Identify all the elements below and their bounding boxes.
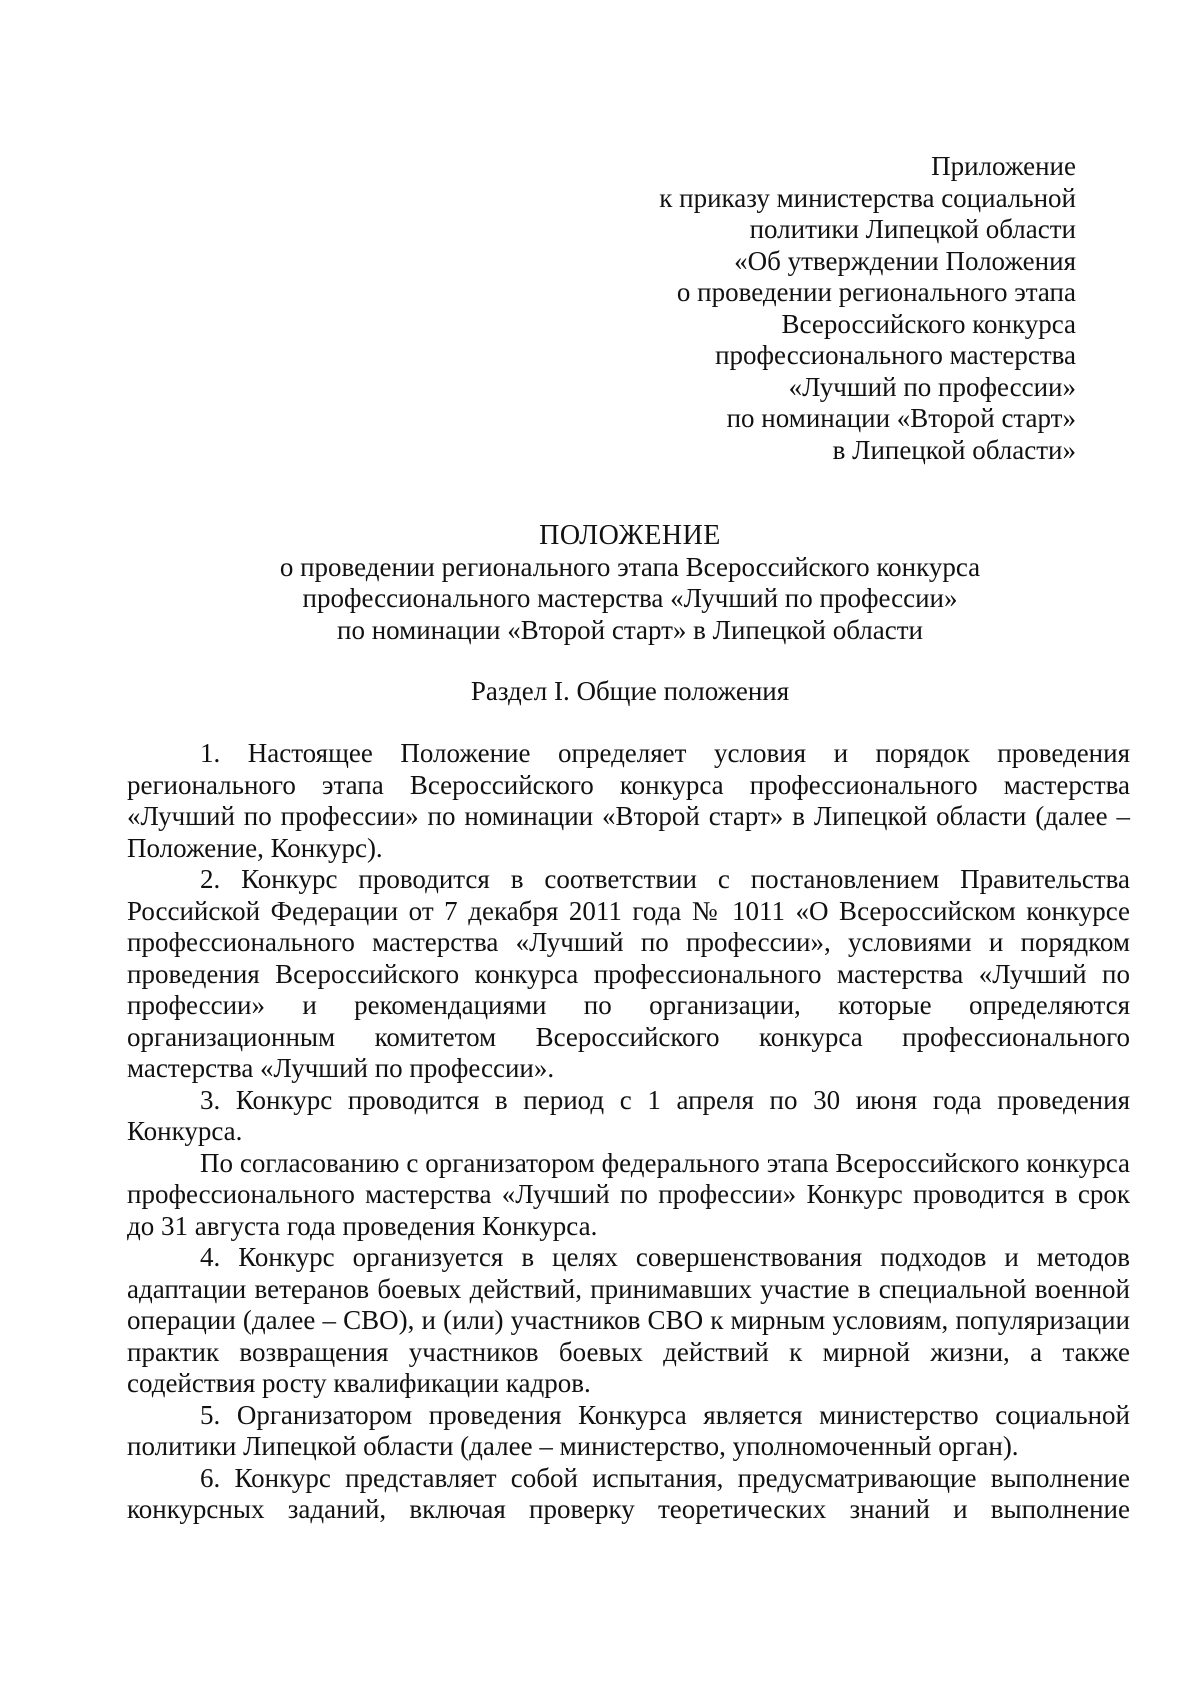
appendix-line: «Лучший по профессии»: [788, 371, 1076, 402]
document-title: ПОЛОЖЕНИЕ: [539, 520, 721, 551]
appendix-header: [516, 151, 1076, 466]
document-subtitle-line: по номинации «Второй старт» в Липецкой области: [337, 614, 923, 645]
paragraph: 1. Настоящее Положение определяет условия и порядок проведения регионального этапа Всероссийского конкурса профессионального мастерства «Лучший по профессии» по номинации «Второй старт» в Липецкой области (далее – Положение, Конкурс).: [127, 738, 1130, 863]
appendix-line: Приложение: [931, 151, 1076, 181]
appendix-line: о проведении регионального этапа: [676, 277, 1076, 307]
document-subtitle-line: о проведении регионального этапа Всероссийского конкурса: [279, 551, 981, 582]
document-title-block: [140, 520, 1120, 646]
appendix-line: политики Липецкой области: [749, 214, 1076, 244]
paragraph: 3. Конкурс проводится в период с 1 апреля по 30 июня года проведения Конкурса.: [127, 1084, 1130, 1146]
appendix-line: профессионального мастерства: [715, 340, 1076, 370]
appendix-line: по номинации «Второй старт»: [726, 403, 1076, 433]
appendix-line: Всероссийского конкурса: [781, 308, 1076, 339]
appendix-line: в Липецкой области»: [832, 434, 1076, 465]
section-heading: Раздел I. Общие положения: [470, 676, 790, 706]
paragraph: 5. Организатором проведения Конкурса является министерство социальной политики Липецкой области (далее – министерство, уполномоченный орган).: [127, 1399, 1130, 1461]
paragraph: 2. Конкурс проводится в соответствии с постановлением Правительства Российской Федерации от 7 декабря 2011 года № 1011 «О Всероссийском конкурсе профессионального мастерства «Лучший по профессии», условиями и порядком проведения Всероссийского конкурса профессионального мастерства «Лучший по профессии» и рекомендациями по организации, которые определяются организационным комитетом Всероссийского конкурса профессионального мастерства «Лучший по профессии».: [127, 864, 1130, 1083]
paragraph: По согласованию с организатором федерального этапа Всероссийского конкурса профессионального мастерства «Лучший по профессии» Конкурс проводится в срок до 31 августа года проведения Конкурса.: [127, 1147, 1130, 1241]
paragraph: 4. Конкурс организуется в целях совершенствования подходов и методов адаптации ветеранов боевых действий, принимавших участие в специальной военной операции (далее – СВО), и (или) участников СВО к мирным условиям, популяризации практик возвращения участников боевых действий к мирной жизни, а также содействия росту квалификации кадров.: [127, 1242, 1130, 1398]
appendix-line: «Об утверждении Положения: [734, 245, 1076, 276]
document-body: [127, 738, 1130, 1526]
paragraph: 6. Конкурс представляет собой испытания, предусматривающие выполнение конкурсных заданий, включая проверку теоретических знаний и выполнение: [127, 1462, 1130, 1524]
document-subtitle-line: профессионального мастерства «Лучший по профессии»: [302, 583, 958, 613]
appendix-line: к приказу министерства социальной: [659, 182, 1076, 213]
